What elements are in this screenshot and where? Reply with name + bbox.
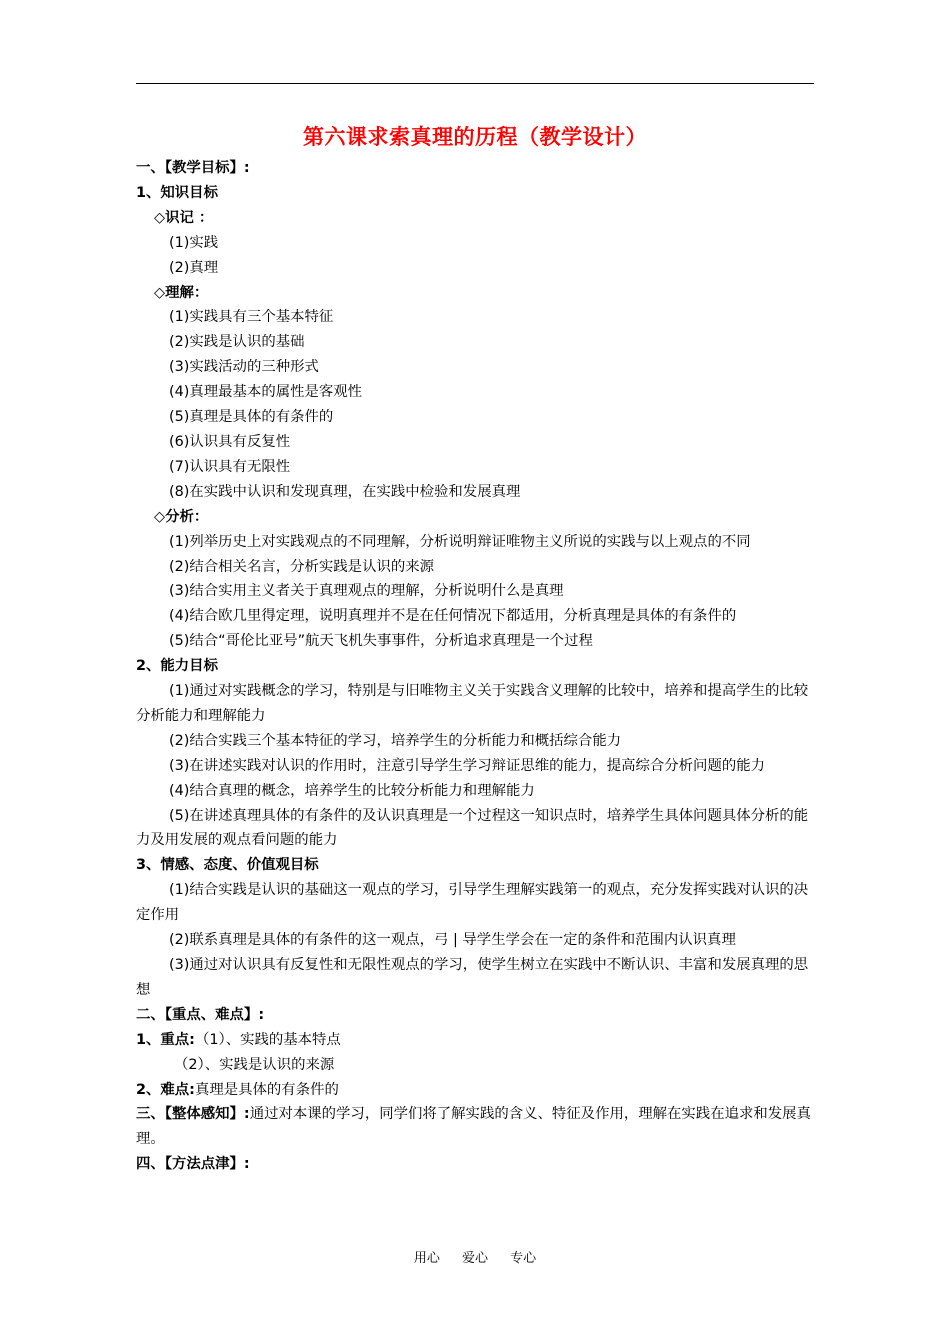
key-point-item: （1）、实践的基本特点 (194, 1031, 341, 1048)
emotion-goals-heading: 3、情感、态度、价值观目标 (136, 857, 319, 874)
difficulty-label: 2、难点: (136, 1081, 195, 1098)
overview-text: 通过对本课的学习，同学们将了解实践的含义、特征及作用，理解在实践在追求和发展真理。 (136, 1106, 811, 1148)
header-rule (136, 83, 814, 84)
list-item: (3)在讲述实践对认识的作用时，注意引导学生学习辩证思维的能力，提高综合分析问题的能力 (169, 757, 766, 774)
key-point-line (136, 1028, 814, 1053)
key-point-label: 1、重点: (136, 1031, 195, 1048)
list-item: (2)结合实践三个基本特征的学习，培养学生的分析能力和概括综合能力 (169, 732, 622, 749)
list-item: (5)在讲述真理具体的有条件的及认识真理是一个过程这一知识点时，培养学生具体问题具体分析的能力及用发展的观点看问题的能力 (136, 807, 809, 849)
section-3-heading: 三、【整体感知】: (136, 1106, 250, 1123)
list-item: (1)实践具有三个基本特征 (169, 309, 334, 326)
remember-label: ◇识记 ： (154, 209, 214, 226)
understand-label: ◇理解： (154, 284, 209, 301)
list-item: (2)结合相关名言，分析实践是认识的来源 (169, 558, 435, 575)
list-item: (4)结合欧几里得定理，说明真理并不是在任何情况下都适用，分析真理是具体的有条件的 (169, 608, 737, 625)
list-item: (2)实践是认识的基础 (169, 334, 305, 351)
list-item: (2)联系真理是具体的有条件的这一观点，弓 | 导学生学会在一定的条件和范围内认识真理 (169, 932, 736, 949)
list-item: (1)结合实践是认识的基础这一观点的学习，引导学生理解实践第一的观点，充分发挥实践对认识的决定作用 (136, 882, 809, 924)
analyze-label: ◇分析： (154, 508, 209, 525)
list-item: (1)列举历史上对实践观点的不同理解，分析说明辩证唯物主义所说的实践与以上观点的不同 (169, 533, 751, 550)
list-item: (4)真理最基本的属性是客观性 (169, 384, 363, 401)
list-item: (1)通过对实践概念的学习，特别是与旧唯物主义关于实践含义理解的比较中，培养和提高学生的比较分析能力和理解能力 (136, 683, 809, 724)
list-item: (7)认识具有无限性 (169, 458, 291, 475)
list-item: (3)实践活动的三种形式 (169, 359, 319, 376)
ability-goals-heading: 2、能力目标 (136, 658, 218, 675)
page-footer: 用心 爱心 专心 (413, 1251, 537, 1266)
difficulty-text: 真理是具体的有条件的 (194, 1081, 339, 1098)
overview-paragraph (136, 1102, 814, 1152)
difficulty-line (136, 1078, 814, 1103)
list-item: (3)结合实用主义者关于真理观点的理解，分析说明什么是真理 (169, 583, 564, 600)
document-body (136, 118, 814, 1177)
document-title: 第六课求索真理的历程（教学设计） (303, 125, 647, 149)
list-item: (5)真理是具体的有条件的 (169, 409, 334, 426)
list-item: (5)结合“哥伦比亚号”航天飞机失事事件，分析追求真理是一个过程 (169, 633, 593, 650)
section-1-heading: 一、【教学目标】: (136, 160, 250, 176)
list-item: (8)在实践中认识和发现真理，在实践中检验和发展真理 (169, 483, 521, 500)
list-item: (4)结合真理的概念，培养学生的比较分析能力和理解能力 (169, 782, 535, 799)
list-item: (2)真理 (169, 259, 219, 276)
list-item: (1)实践 (169, 234, 219, 251)
key-point-item: （2）、实践是认识的来源 (174, 1056, 335, 1073)
list-item: (6)认识具有反复性 (169, 433, 291, 450)
section-2-heading: 二、【重点、难点】: (136, 1006, 265, 1023)
section-4-heading: 四、【方法点津】: (136, 1156, 250, 1173)
list-item: (3)通过对认识具有反复性和无限性观点的学习，使学生树立在实践中不断认识、丰富和发展真理的思想 (136, 957, 809, 998)
knowledge-goals-heading: 1、知识目标 (136, 184, 218, 201)
